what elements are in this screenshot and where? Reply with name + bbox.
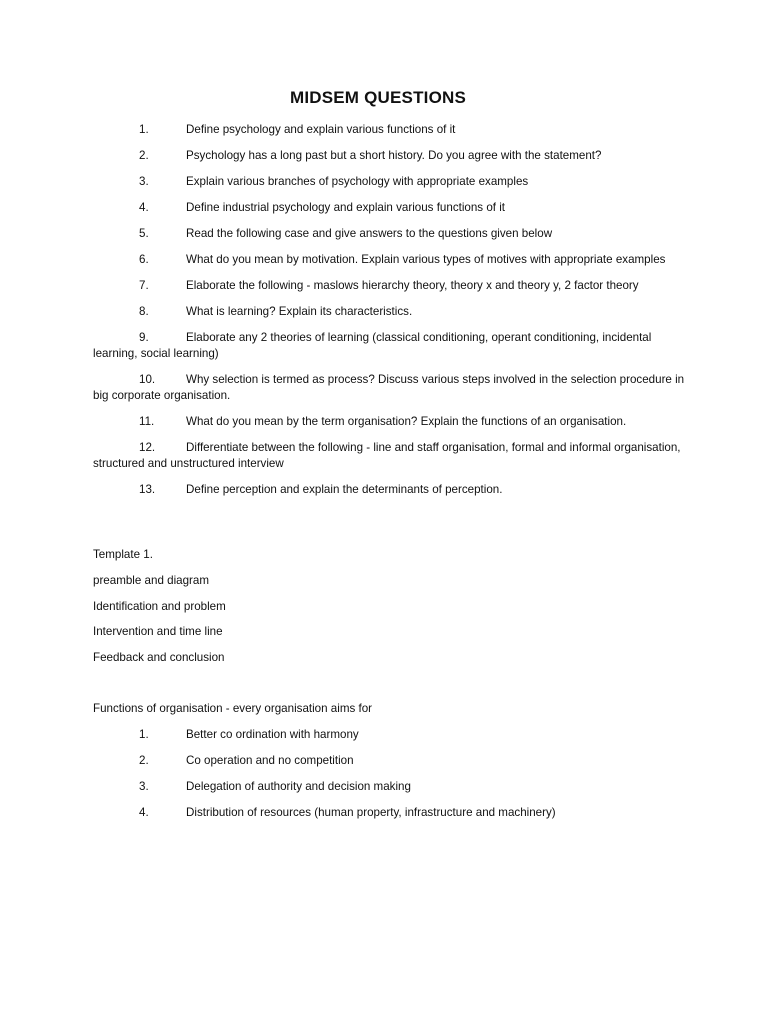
functions-heading: Functions of organisation - every organisation aims for [93,702,373,715]
question-number: 7. [139,279,149,292]
function-item-1 [0,727,768,743]
function-number: 4. [139,806,149,819]
question-text: Define perception and explain the determinants of perception. [186,483,503,496]
page-title: MIDSEM QUESTIONS [289,88,467,107]
function-item-3 [0,779,768,795]
question-item-3 [0,174,768,190]
function-item-2 [0,753,768,769]
functions-list [0,727,768,831]
question-number: 10. [139,373,156,386]
question-item-11 [0,414,768,430]
question-number: 5. [139,227,149,240]
question-number: 8. [139,305,149,318]
function-number: 1. [139,728,149,741]
template-line-2: Identification and problem [93,600,226,613]
function-text: Delegation of authority and decision making [186,780,411,793]
template-line-1: preamble and diagram [93,574,210,587]
question-number: 2. [139,149,149,162]
question-item-13 [0,482,768,498]
function-item-4 [0,805,768,821]
question-number: 11. [139,415,155,428]
question-list [0,122,768,508]
question-number: 4. [139,201,149,214]
question-number: 13. [139,483,156,496]
question-item-8 [0,304,768,320]
question-text: Psychology has a long past but a short history. Do you agree with the statement? [186,149,602,162]
function-number: 3. [139,780,149,793]
question-text: What do you mean by the term organisation? Explain the functions of an organisation. [186,415,627,428]
question-text: Elaborate the following - maslows hierarchy theory, theory x and theory y, 2 factor theory [186,279,639,292]
question-item-7 [0,278,768,294]
question-text: Explain various branches of psychology with appropriate examples [186,175,529,188]
question-text: Define industrial psychology and explain various functions of it [186,201,506,214]
function-text: Distribution of resources (human property, infrastructure and machinery) [186,806,556,819]
question-text: Read the following case and give answers to the questions given below [186,227,553,240]
question-text: Define psychology and explain various functions of it [186,123,456,136]
question-item-4 [0,200,768,216]
template-line-3: Intervention and time line [93,625,223,638]
question-number: 6. [139,253,149,266]
function-number: 2. [139,754,149,767]
question-number: 3. [139,175,149,188]
question-number: 1. [139,123,149,136]
question-item-10 [0,372,768,404]
question-number: 12. [139,441,156,454]
template-heading: Template 1. [93,548,153,561]
function-text: Co operation and no competition [186,754,354,767]
question-item-1 [0,122,768,138]
question-text: Differentiate between the following - line and staff organisation, formal and informal organisation, structured and unstructured interview [93,441,681,470]
function-text: Better co ordination with harmony [186,728,359,741]
question-item-12 [0,440,768,472]
question-text: What is learning? Explain its characteristics. [186,305,413,318]
question-text: Why selection is termed as process? Discuss various steps involved in the selection procedure in big corporate organisation. [93,373,685,402]
question-item-6 [0,252,768,268]
question-item-2 [0,148,768,164]
question-item-5 [0,226,768,242]
template-line-4: Feedback and conclusion [93,651,225,664]
question-number: 9. [139,331,149,344]
question-text: Elaborate any 2 theories of learning (classical conditioning, operant conditioning, incidental learning, social learning) [93,331,652,360]
question-text: What do you mean by motivation. Explain various types of motives with appropriate examples [186,253,666,266]
question-item-9 [0,330,768,362]
